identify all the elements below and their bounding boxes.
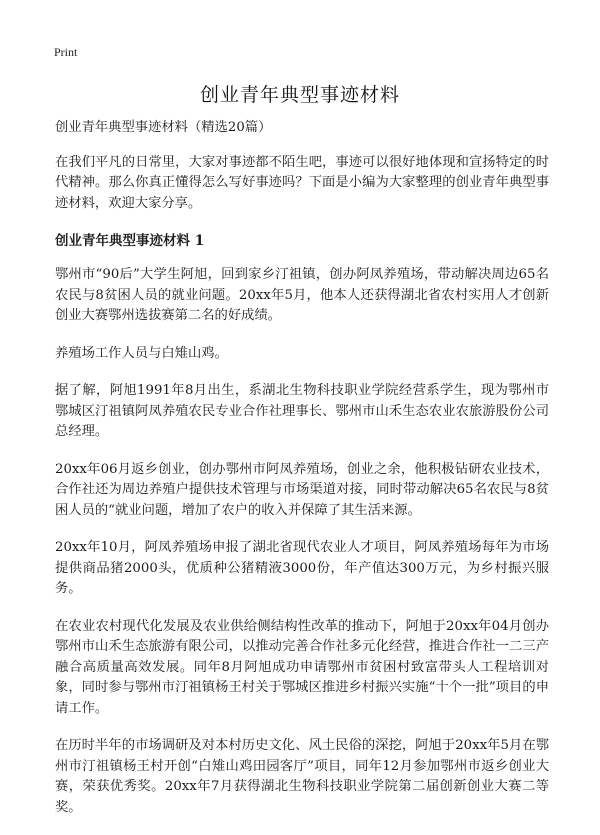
document-body — [55, 118, 549, 835]
section-heading: 创业青年典型事迹材料 1 — [55, 233, 205, 249]
body-paragraph: 据了解，阿旭1991年8月出生，系湖北生物科技职业学院经营系学生，现为鄂州市鄂城区汀祖镇阿凤养殖农民专业合作社理事长、鄂州市山禾生态农业农旅游股份公司总经理。 — [55, 383, 549, 439]
body-paragraph: 在历时半年的市场调研及对本村历史文化、风土民俗的深挖，阿旭于20xx年5月在鄂州市汀祖镇杨王村开创“白雉山鸡田园客厅”项目，同年12月参加鄂州市返乡创业大赛，荣获优秀奖。20xx年7月获得湖北生物科技职业学院第二届创新创业大赛二等奖。 — [55, 738, 549, 815]
body-paragraph: 在农业农村现代化发展及农业供给侧结构性改革的推动下，阿旭于20xx年04月创办鄂州市山禾生态旅游有限公司，以推动完善合作社多元化经营，推进合作社一二三产融合高质量高效发展。同年8月阿旭成功申请鄂州市贫困村致富带头人工程培训对象，同时参与鄂州市汀祖镇杨王村关于鄂城区推进乡村振兴实施“十个一批”项目的申请工作。 — [55, 618, 549, 716]
document-subtitle: 创业青年典型事迹材料（精选20篇） — [55, 120, 272, 135]
body-paragraph: 20xx年10月，阿凤养殖场申报了湖北省现代农业人才项目，阿凤养殖场每年为市场提供商品猪2000头，优质种公猪精液3000份，年产值达300万元，为乡村振兴服务。 — [55, 540, 549, 596]
document-title: 创业青年典型事迹材料 — [199, 84, 400, 106]
body-paragraph: 养殖场工作人员与白雉山鸡。 — [55, 345, 228, 361]
body-paragraph: 20xx年06月返乡创业，创办鄂州市阿凤养殖场，创业之余，他积极钻研农业技术，合作社还为周边养殖户提供技术管理与市场渠道对接，同时带动解决65名农民与8贫困人员的“就业问题，增加了农户的收入并保障了其生活来源。 — [55, 461, 549, 518]
intro-paragraph: 在我们平凡的日常里，大家对事迹都不陌生吧，事迹可以很好地体现和宣扬特定的时代精神。那么你真正懂得怎么写好事迹吗？下面是小编为大家整理的创业青年典型事迹材料，欢迎大家分享。 — [55, 154, 549, 211]
body-paragraph: 鄂州市“90后”大学生阿旭，回到家乡汀祖镇，创办阿凤养殖场，带动解决周边65名农民与8贫困人员的就业问题。20xx年5月，他本人还获得湖北省农村实用人才创新创业大赛鄂州选拔赛第二名的好成绩。 — [55, 267, 549, 323]
print-label: Print — [54, 45, 78, 59]
